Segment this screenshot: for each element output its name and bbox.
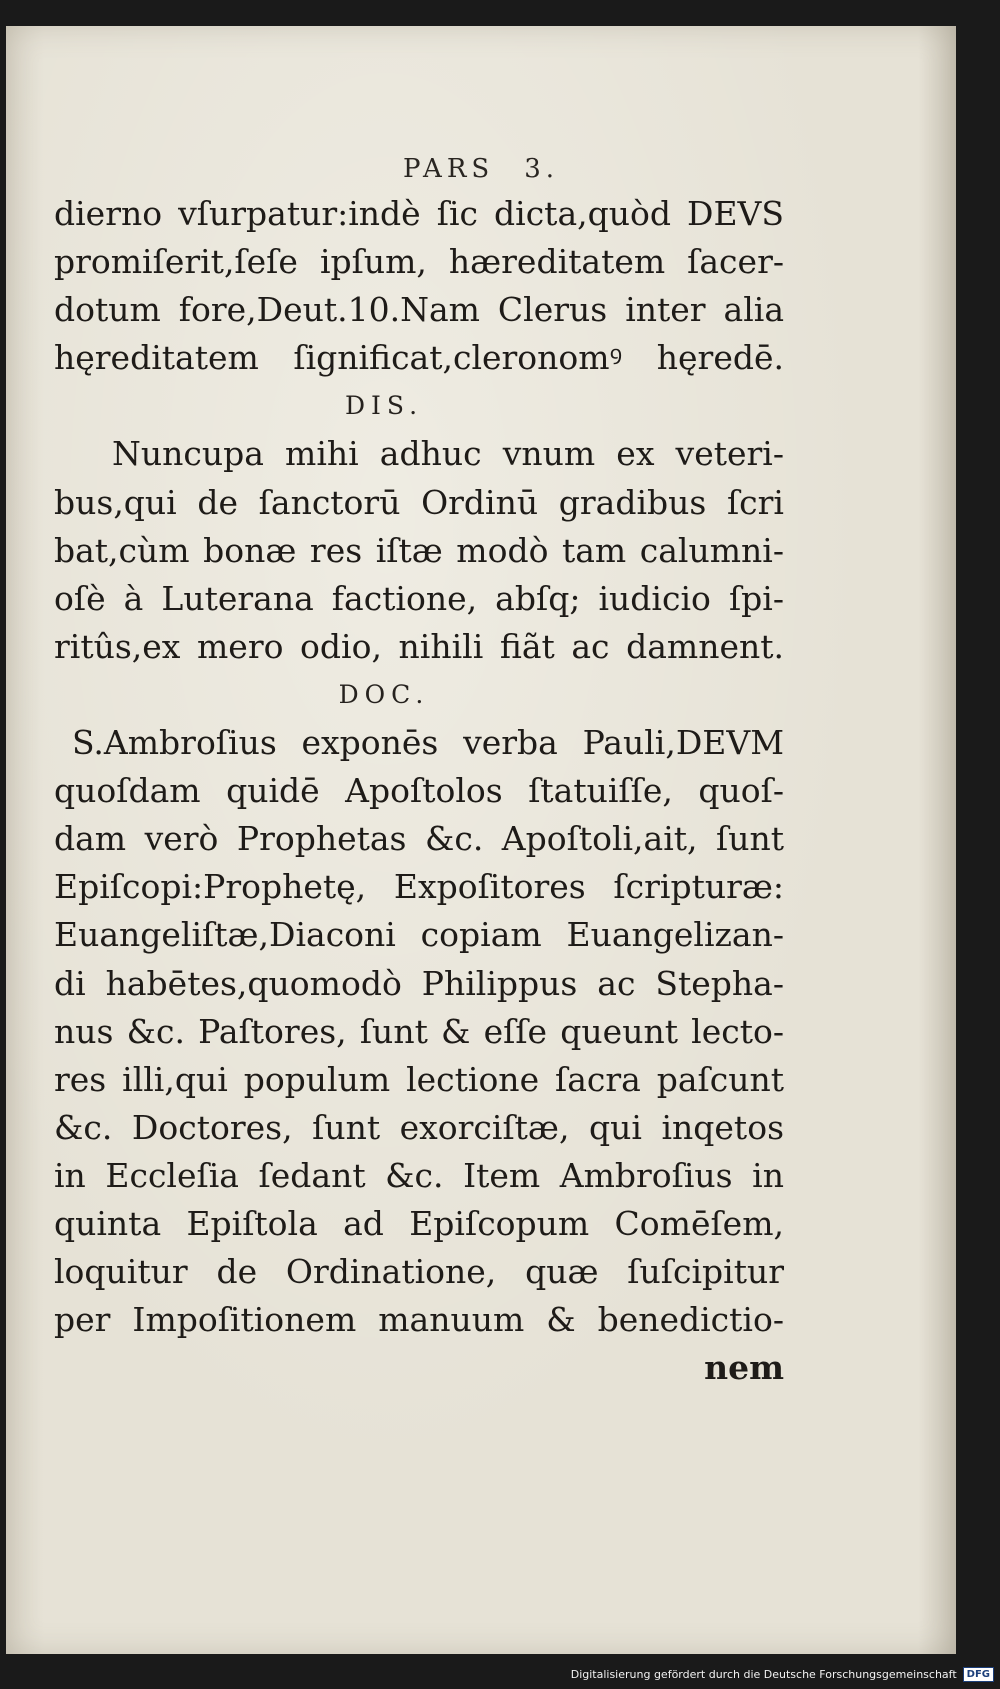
speaker-heading-doc: DOC. <box>338 679 430 709</box>
text-line: per Impoſitionem manuum & benedictio- <box>54 1300 784 1340</box>
text-line: in Eccleſia ſedant &c. Item Ambroſius in <box>54 1155 784 1195</box>
part-label: PARS <box>402 154 495 184</box>
text-line: quinta Epiſtola ad Epiſcopum Comēſem, <box>54 1203 784 1243</box>
text-line: nus &c. Paſtores, ſunt & eſſe queunt lecto- <box>54 1011 784 1051</box>
page-text <box>54 190 784 1392</box>
book-page <box>6 26 956 1654</box>
text-line: Euangeliſtæ,Diaconi copiam Euangelizan- <box>54 915 784 955</box>
digitization-credit <box>571 1661 994 1687</box>
text-line: bus,qui de ſanctorū Ordinū gradibus ſcri <box>54 482 784 522</box>
text-line: &c. Doctores, ſunt exorciſtæ, qui inqetos <box>54 1107 784 1147</box>
text-line: Nuncupa mihi adhuc vnum ex veteri- <box>112 434 784 474</box>
part-number: 3. <box>524 154 560 184</box>
catchword: nem <box>704 1348 784 1388</box>
text-line: res illi,qui populum lectione ſacra paſcunt <box>54 1059 784 1099</box>
text-line: dierno vſurpatur:indè ſic dicta,quòd DEVS <box>54 194 784 233</box>
dfg-logo: DFG <box>963 1667 994 1682</box>
credit-text: Digitalisierung gefördert durch die Deutsche Forschungsgemeinschaft <box>570 1667 957 1681</box>
text-line: ritûs,ex mero odio, nihili fiãt ac damnent. <box>54 626 784 666</box>
text-line: S.Ambroſius exponēs verba Pauli,DEVM <box>72 723 784 763</box>
text-line: di habētes,quomodò Philippus ac Stepha- <box>54 963 784 1003</box>
text-line: quoſdam quidē Apoſtolos ſtatuiſſe, quoſ- <box>54 771 784 811</box>
text-line: dam verò Prophetas &c. Apoſtoli,ait, ſunt <box>54 819 784 859</box>
text-line: oſè à Luterana factione, abſq; iudicio ſpi- <box>54 578 784 618</box>
speaker-heading-dis: DIS. <box>344 391 424 421</box>
text-line: bat,cùm bonæ res iſtæ modò tam calumni- <box>54 530 784 570</box>
text-line: promiſerit,ſeſe ipſum, hæreditatem ſacer- <box>54 242 784 282</box>
text-line: loquitur de Ordinatione, quæ ſuſcipitur <box>54 1252 784 1292</box>
text-line: dotum fore,Deut.10.Nam Clerus inter alia <box>54 290 784 330</box>
running-header <box>6 154 956 184</box>
text-line: Epiſcopi:Prophetę, Expoſitores ſcripturæ: <box>54 867 784 907</box>
text-line: hęreditatem ſignificat,cleronomꝰ hęredē. <box>54 338 784 378</box>
